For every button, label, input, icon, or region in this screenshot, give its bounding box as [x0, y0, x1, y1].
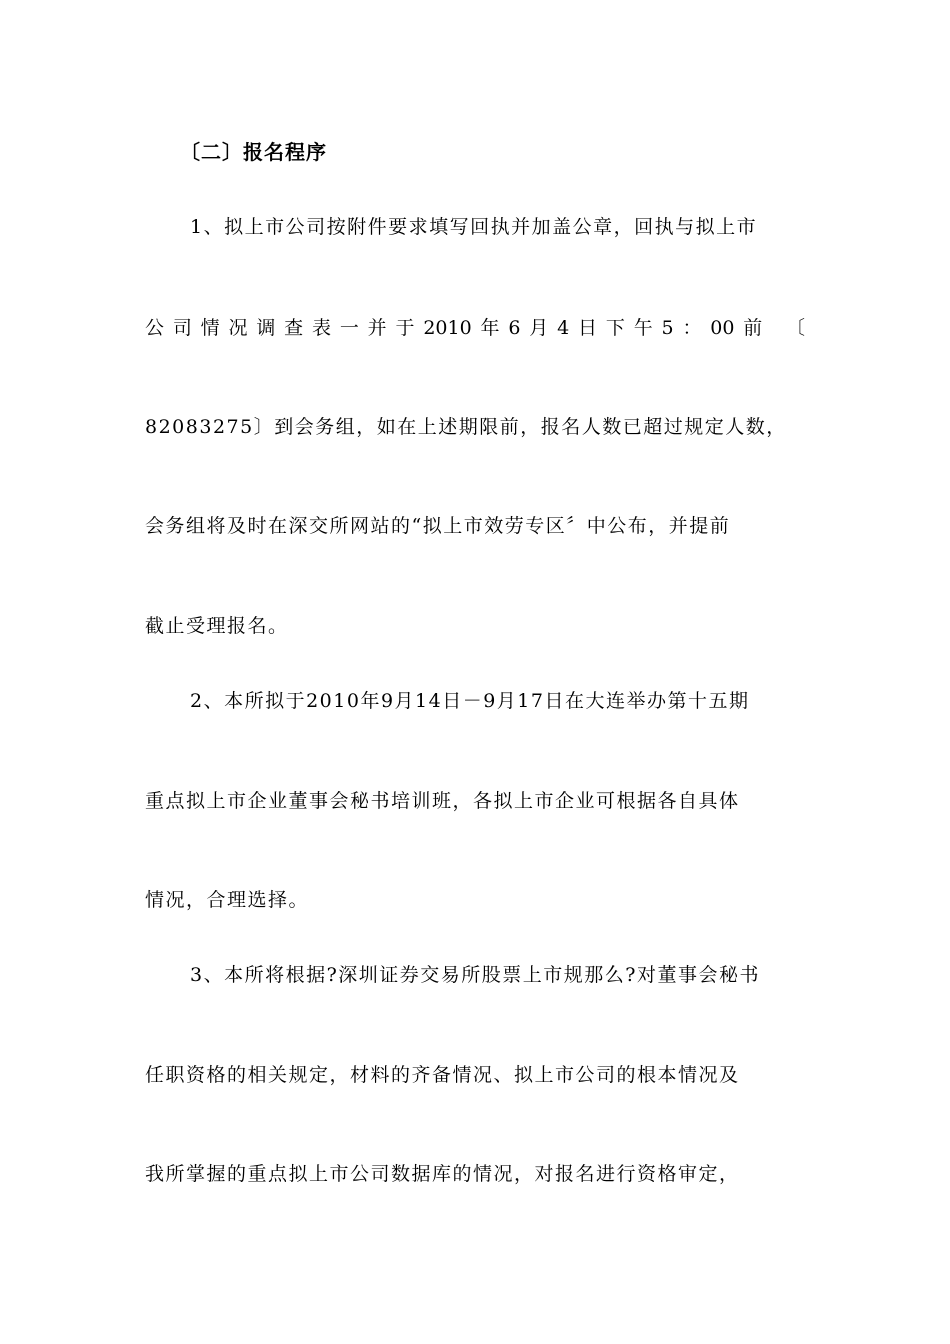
paragraph-line: 重点拟上市企业董事会秘书培训班，各拟上市企业可根据各自具体 — [145, 790, 740, 812]
section-heading: 〔二〕报名程序 — [180, 140, 327, 164]
paragraph-line: 82083275〕到会务组，如在上述期限前，报名人数已超过规定人数， — [145, 416, 787, 438]
paragraph-line: 3、本所将根据?深圳证券交易所股票上市规那么?对董事会秘书 — [190, 964, 760, 986]
paragraph-line: 任职资格的相关规定，材料的齐备情况、拟上市公司的根本情况及 — [145, 1064, 740, 1086]
paragraph-line: 1、拟上市公司按附件要求填写回执并加盖公章，回执与拟上市 — [190, 216, 758, 238]
paragraph-line: 公司情况调查表一并于2010年6月4日下午5：00前 〔 — [145, 317, 805, 339]
paragraph-line: 2、本所拟于2010年9月14日－9月17日在大连举办第十五期 — [190, 690, 750, 712]
paragraph-line: 截止受理报名。 — [145, 615, 289, 637]
paragraph-line: 情况，合理选择。 — [145, 889, 310, 911]
paragraph-line: 我所掌握的重点拟上市公司数据库的情况，对报名进行资格审定， — [145, 1163, 740, 1185]
paragraph-line: 会务组将及时在深交所网站的“拟上市效劳专区〞中公布，并提前 — [145, 515, 731, 537]
